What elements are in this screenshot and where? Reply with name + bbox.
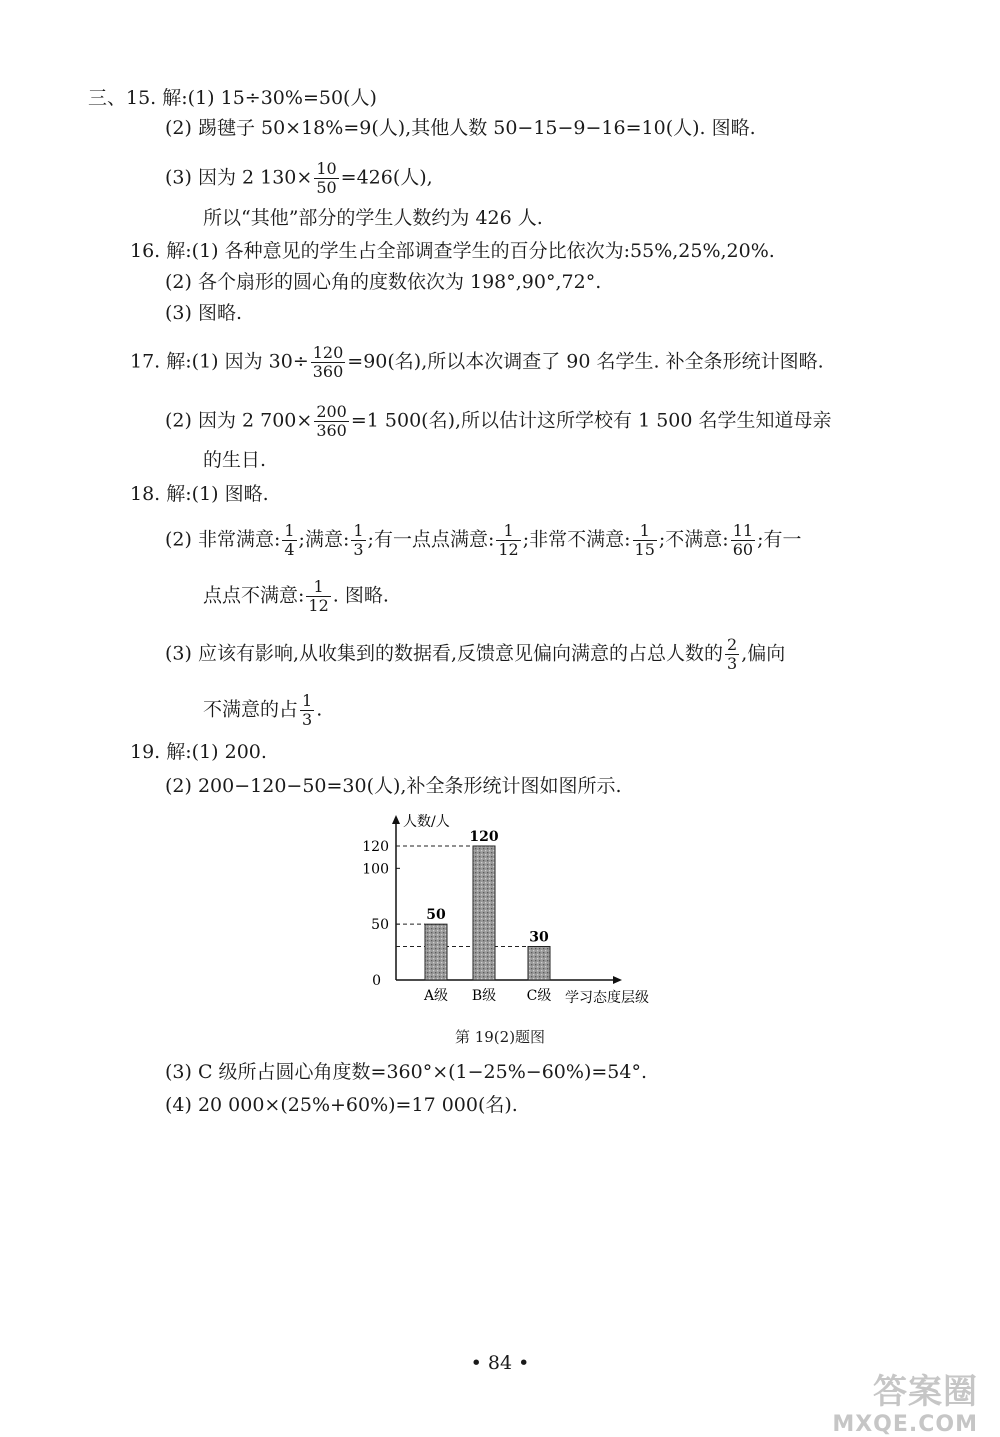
fraction: $\frac{10}{50}$	[316, 159, 337, 197]
bar-chart	[355, 812, 675, 1037]
y-tick-label: 100	[362, 861, 389, 878]
fraction: $\frac{120}{360}$	[312, 343, 344, 381]
q19-part1: 19. 解:(1) 200.	[130, 741, 267, 763]
bar-1	[425, 924, 447, 980]
y-tick-label: 0	[372, 973, 381, 989]
bar-3	[528, 947, 550, 981]
y-tick-label: 50	[371, 917, 389, 934]
q16-part3: (3) 图略.	[165, 302, 242, 324]
x-axis-arrow	[613, 976, 622, 984]
q17-part2-cont: 的生日.	[203, 449, 267, 471]
figure-caption: 第 19(2)题图	[454, 1028, 546, 1046]
y-axis-label: 人数/人	[403, 814, 450, 830]
y-tick-label: 120	[362, 839, 389, 855]
bar-2	[473, 846, 495, 980]
fraction: $\frac{1}{12}$	[498, 521, 519, 559]
category-label: A级	[423, 988, 449, 1004]
fraction: $\frac{200}{360}$	[316, 402, 347, 440]
fraction: $\frac{2}{3}$	[727, 635, 738, 673]
watermark-logo: 答案圈 MXQE.COM	[832, 1372, 978, 1437]
fraction: $\frac{11}{60}$	[732, 521, 754, 559]
y-axis-arrow	[392, 815, 400, 824]
bar-chart-svg	[355, 812, 675, 1037]
page-number: • 84 •	[470, 1352, 530, 1374]
q18-part1: 18. 解:(1) 图略.	[130, 483, 269, 505]
q18-part2: (2) 非常满意: $\frac{1}{4}$ ;满意: $\frac{1}{3}$ ;有一点点满意: $\frac{1}{12}$ ;非常不满意: $\frac{1}{15}$ ;不满意: $\frac{11}{60}$ ;有一	[165, 521, 802, 559]
x-axis-label: 学习态度层级	[565, 990, 649, 1006]
fraction: $\frac{1}{3}$	[353, 521, 364, 559]
q18-part3: (3) 应该有影响,从收集到的数据看,反馈意见偏向满意的占总人数的 $\frac{2}{3}$ ,偏向	[165, 635, 786, 673]
q16-part1: 16. 解:(1) 各种意见的学生占全部调查学生的百分比依次为:55%,25%,20%.	[130, 240, 775, 262]
data-label: 30	[529, 929, 549, 946]
q17-part1: 17. 解:(1) 因为 30÷ $\frac{120}{360}$ =90(名),所以本次调查了 90 名学生. 补全条形统计图略.	[130, 343, 824, 381]
fraction: $\frac{1}{3}$	[302, 691, 313, 729]
category-label: C级	[526, 988, 552, 1004]
category-label: B级	[471, 988, 497, 1004]
q15-part3: (3) 因为 2 130× $\frac{10}{50}$ =426(人),	[165, 159, 433, 197]
fraction: $\frac{1}{4}$	[284, 521, 295, 559]
q19-part3: (3) C 级所占圆心角度数=360°×(1−25%−60%)=54°.	[165, 1061, 647, 1083]
q17-part2: (2) 因为 2 700× $\frac{200}{360}$ =1 500(名),所以估计这所学校有 1 500 名学生知道母亲	[165, 402, 832, 440]
q15-part1: 三、15. 解:(1) 15÷30%=50(人)	[88, 87, 377, 109]
q19-part4: (4) 20 000×(25%+60%)=17 000(名).	[165, 1094, 518, 1116]
q18-part3-cont: 不满意的占 $\frac{1}{3}$ .	[203, 691, 323, 729]
q19-part2: (2) 200−120−50=30(人),补全条形统计图如图所示.	[165, 775, 622, 797]
q15-part2: (2) 踢毽子 50×18%=9(人),其他人数 50−15−9−16=10(人). 图略.	[165, 117, 756, 139]
q15-conclusion: 所以“其他”部分的学生人数约为 426 人.	[203, 207, 543, 229]
data-label: 120	[469, 829, 499, 845]
data-label: 50	[426, 907, 446, 924]
q16-part2: (2) 各个扇形的圆心角的度数依次为 198°,90°,72°.	[165, 271, 602, 293]
fraction: $\frac{1}{15}$	[634, 521, 655, 559]
q18-part2-cont: 点点不满意: $\frac{1}{12}$ . 图略.	[203, 577, 389, 615]
fraction: $\frac{1}{12}$	[308, 577, 329, 615]
